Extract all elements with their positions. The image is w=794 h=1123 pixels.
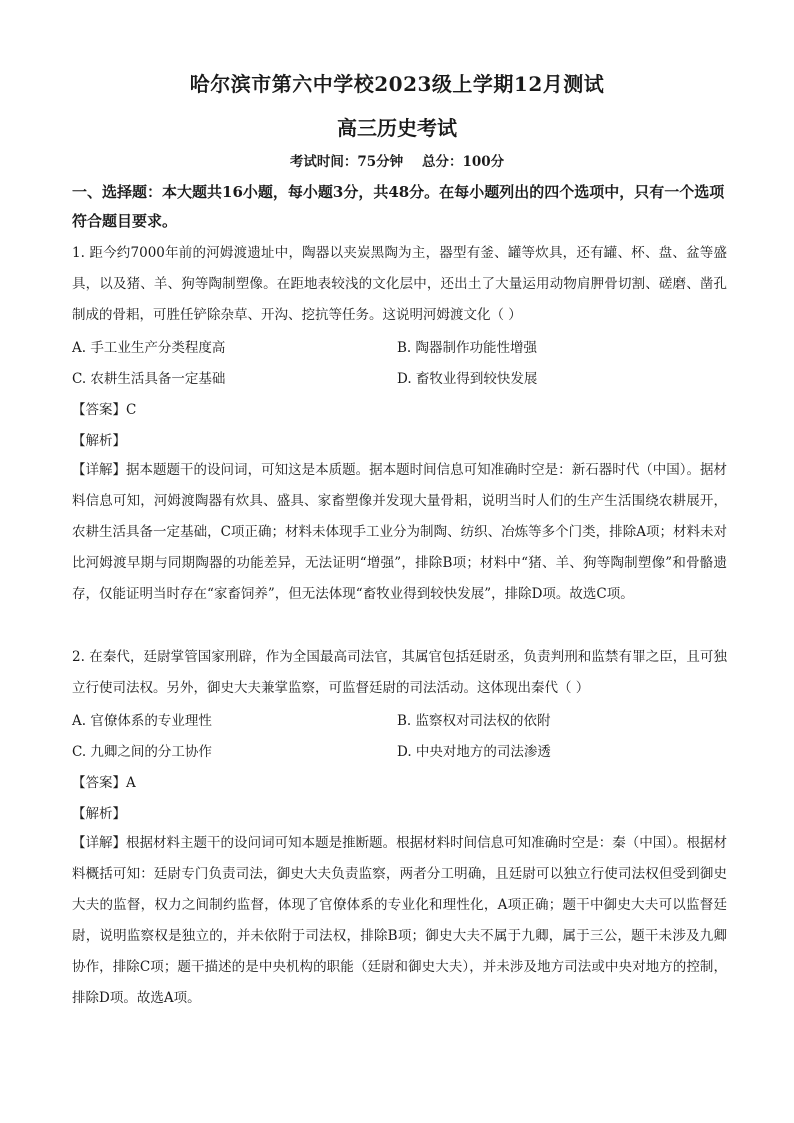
exam-meta: 考试时间：75分钟 总分：100分	[289, 154, 505, 170]
question-1-option-b: B. 陶器制作功能性增强	[397, 340, 538, 356]
question-2-answer: 【答案】A	[72, 775, 136, 791]
question-2-option-d: D. 中央对地方的司法渗透	[397, 744, 551, 760]
question-1-stem: 1. 距今约7000年前的河姆渡遗址中，陶器以夹炭黑陶为主，器型有釜、罐等炊具，还有罐、杯、盘、盆等盛具，以及猪、羊、狗等陶制塑像。在距地表较浅的文化层中，还出土了大量运用动物肩胛骨切割、磋磨、凿孔制成的骨耜，可胜任铲除杂草、开沟、挖抗等任务。这说明河姆渡文化（ ）	[72, 245, 727, 323]
exam-title: 哈尔滨市第六中学校2023级上学期12月测试	[189, 72, 605, 96]
question-2-option-b: B. 监察权对司法权的依附	[397, 713, 551, 729]
question-1-option-c: C. 农耕生活具备一定基础	[72, 371, 226, 387]
section-heading: 一、选择题：本大题共16小题，每小题3分，共48分。在每小题列出的四个选项中，只有一个选项符合题目要求。	[72, 183, 725, 230]
question-1-option-d: D. 畜牧业得到较快发展	[397, 371, 538, 387]
exam-subtitle: 高三历史考试	[337, 116, 457, 140]
question-1-detail: 【详解】据本题题干的设问词，可知这是本质题。据本题时间信息可知准确时空是：新石器时代（中国）。据材料信息可知，河姆渡陶器有炊具、盛具、家畜塑像并发现大量骨耜，说明当时人们的生产生活围绕农耕展开，农耕生活具备一定基础，C项正确；材料未体现手工业分为制陶、纺织、冶炼等多个门类，排除A项；材料未对比河姆渡早期与同期陶器的功能差异，无法证明“增强”，排除B项；材料中“猪、羊、狗等陶制塑像”和骨骼遗存，仅能证明当时存在“家畜饲养”，但无法体现“畜牧业得到较快发展”，排除D项。故选C项。	[72, 462, 727, 602]
question-2-stem: 2. 在秦代，廷尉掌管国家刑辟，作为全国最高司法官，其属官包括廷尉丞，负责判刑和监禁有罪之臣，且可独立行使司法权。另外，御史大夫兼掌监察，可监督廷尉的司法活动。这体现出秦代（ ）	[72, 649, 727, 696]
question-1-option-a: A. 手工业生产分类程度高	[72, 340, 226, 356]
question-2-detail: 【详解】根据材料主题干的设问词可知本题是推断题。根据材料时间信息可知准确时空是：秦（中国）。根据材料概括可知：廷尉专门负责司法，御史大夫负责监察，两者分工明确，且廷尉可以独立行使司法权但受到御史大夫的监督，权力之间制约监督，体现了官僚体系的专业化和理性化，A项正确；题干中御史大夫可以监督廷尉，说明监察权是独立的，并未依附于司法权，排除B项；御史大夫不属于九卿，属于三公，题干未涉及九卿协作，排除C项；题干描述的是中央机构的职能（廷尉和御史大夫），并未涉及地方司法或中央对地方的控制，排除D项。故选A项。	[72, 835, 727, 1006]
question-1-analysis-label: 【解析】	[72, 433, 126, 449]
question-1-answer: 【答案】C	[72, 402, 137, 418]
question-2-analysis-label: 【解析】	[72, 806, 126, 822]
question-2-option-c: C. 九卿之间的分工协作	[72, 744, 212, 760]
question-2-option-a: A. 官僚体系的专业理性	[72, 713, 212, 729]
